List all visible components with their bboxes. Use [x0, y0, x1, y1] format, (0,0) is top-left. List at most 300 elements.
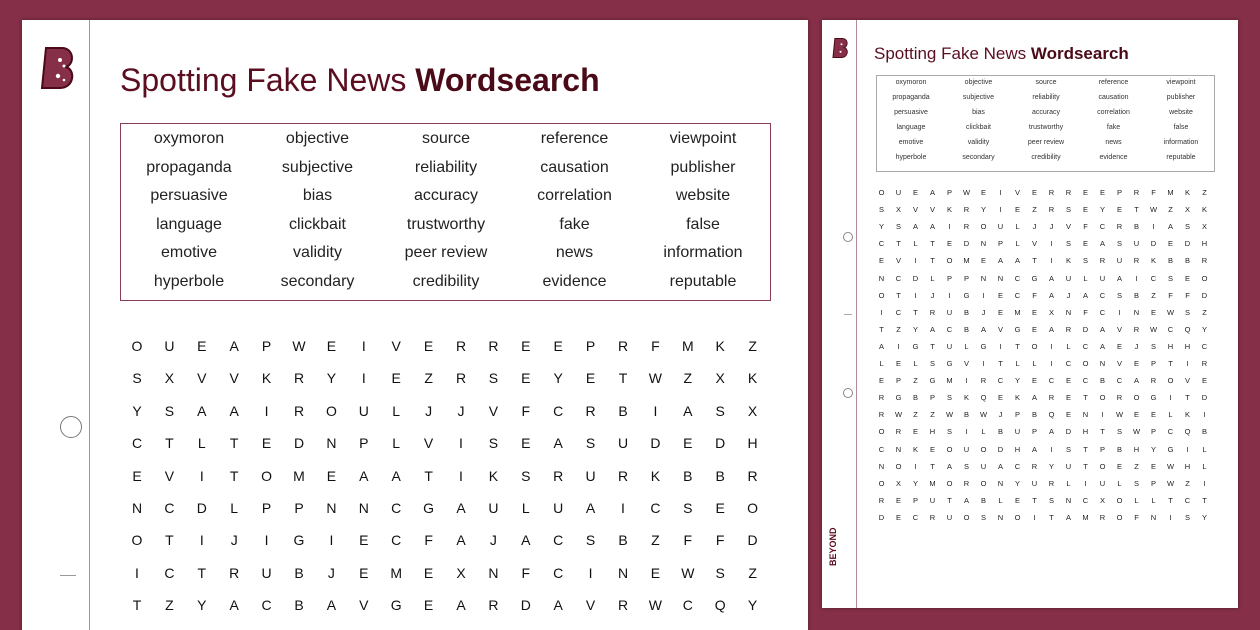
grid-letter: O	[1099, 393, 1106, 403]
word-list-item: causation	[540, 158, 609, 176]
grid-letter: C	[164, 500, 175, 516]
grid-letter: C	[164, 564, 175, 581]
grid-letter: M	[946, 376, 953, 386]
grid-letter: C	[997, 376, 1004, 386]
grid-letter: I	[1050, 341, 1053, 351]
grid-letter: L	[1134, 495, 1139, 505]
grid-letter: E	[1031, 307, 1037, 317]
grid-letter: A	[980, 324, 986, 334]
grid-letter: C	[1201, 341, 1208, 351]
grid-letter: V	[1031, 239, 1037, 249]
grid-letter: C	[553, 532, 564, 549]
grid-letter: E	[1150, 307, 1156, 317]
grid-letter: I	[264, 532, 269, 549]
grid-letter: W	[1166, 461, 1175, 471]
grid-letter: N	[878, 461, 885, 471]
grid-letter: N	[980, 239, 987, 249]
grid-letter: G	[293, 532, 305, 549]
grid-letter: I	[329, 532, 334, 549]
word-list	[120, 123, 771, 301]
grid-letter: W	[1149, 324, 1158, 334]
grid-letter: E	[895, 495, 901, 505]
word-list-item: source	[421, 130, 471, 147]
grid-letter: Z	[1185, 478, 1190, 488]
grid-letter: Z	[683, 370, 693, 387]
grid-letter: V	[391, 338, 401, 354]
grid-letter: H	[1201, 239, 1208, 249]
grid-letter: J	[998, 410, 1003, 420]
grid-letter: E	[912, 188, 918, 197]
grid-letter: O	[131, 338, 143, 354]
grid-letter: H	[929, 427, 936, 437]
grid-letter: T	[165, 532, 174, 549]
grid-letter: X	[747, 402, 758, 419]
grid-letter: U	[1116, 256, 1123, 266]
grid-letter: I	[361, 370, 366, 387]
grid-letter: Z	[1032, 205, 1037, 215]
grid-letter: U	[980, 461, 987, 471]
grid-letter: I	[1084, 478, 1087, 488]
grid-letter: A	[997, 256, 1003, 266]
grid-letter: L	[392, 402, 401, 419]
grid-letter: X	[895, 478, 901, 488]
grid-letter: W	[1132, 427, 1141, 437]
grid-letter: A	[1014, 256, 1020, 266]
grid-letter: E	[423, 597, 434, 614]
punch-hole-icon	[60, 416, 82, 438]
grid-letter: E	[946, 239, 952, 249]
grid-letter: I	[1203, 478, 1206, 488]
grid-letter: Y	[912, 324, 918, 334]
grid-letter: E	[912, 427, 918, 437]
grid-letter: T	[998, 359, 1003, 368]
grid-letter: Q	[1048, 410, 1055, 420]
word-list-item: correlation	[537, 187, 612, 205]
grid-letter: A	[1031, 393, 1037, 403]
grid-letter: M	[929, 478, 936, 488]
grid-letter: S	[1167, 273, 1173, 283]
grid-letter: U	[1031, 478, 1038, 488]
grid-letter: A	[1167, 222, 1173, 232]
grid-letter: R	[1048, 188, 1055, 197]
word-list-item: information	[663, 244, 743, 262]
grid-letter: E	[391, 370, 401, 387]
word-list-item: fake	[1106, 124, 1121, 131]
grid-letter: A	[1031, 444, 1037, 454]
grid-letter: R	[963, 222, 970, 232]
grid-letter: X	[1201, 222, 1207, 232]
grid-letter: M	[1082, 512, 1089, 522]
grid-letter: N	[358, 500, 369, 516]
grid-letter: A	[326, 597, 337, 614]
grid-letter: T	[197, 564, 207, 581]
grid-letter: O	[895, 461, 902, 471]
grid-letter: R	[553, 467, 564, 484]
grid-letter: C	[1082, 376, 1089, 386]
grid-letter: T	[1100, 427, 1105, 437]
grid-letter: E	[878, 256, 884, 266]
grid-letter: T	[132, 597, 142, 614]
grid-letter: C	[391, 500, 402, 516]
grid-letter: A	[929, 324, 935, 334]
grid-letter: T	[618, 370, 628, 387]
word-list-item: evidence	[1099, 154, 1128, 161]
grid-letter: C	[912, 512, 919, 522]
grid-letter: W	[681, 564, 695, 581]
grid-letter: Y	[1014, 376, 1020, 386]
grid-letter: R	[1031, 461, 1038, 471]
grid-letter: N	[1133, 307, 1140, 317]
word-list-item: viewpoint	[1166, 79, 1196, 86]
punch-hole-icon	[843, 388, 853, 398]
grid-letter: R	[617, 597, 629, 614]
grid-letter: K	[1184, 188, 1190, 197]
worksheet-page-large	[22, 20, 808, 630]
grid-letter: R	[488, 597, 499, 614]
grid-letter: I	[1186, 444, 1189, 454]
grid-letter: I	[199, 532, 204, 549]
grid-letter: B	[294, 564, 304, 581]
grid-letter: A	[456, 532, 466, 549]
grid-letter: T	[229, 435, 239, 452]
grid-letter: L	[998, 495, 1003, 505]
grid-letter: R	[1201, 256, 1208, 266]
grid-letter: L	[1032, 359, 1037, 368]
grid-letter: C	[1167, 324, 1174, 334]
grid-letter: E	[1082, 205, 1088, 215]
word-list-item: publisher	[670, 158, 736, 176]
grid-letter: W	[292, 338, 306, 354]
grid-letter: S	[1065, 444, 1071, 454]
grid-letter: H	[1014, 444, 1021, 454]
grid-letter: E	[1082, 239, 1088, 249]
grid-letter: A	[963, 495, 969, 505]
grid-letter: O	[1099, 461, 1106, 471]
grid-letter: E	[1082, 188, 1088, 197]
word-list-item: reputable	[1166, 154, 1196, 161]
grid-letter: B	[1201, 427, 1207, 437]
grid-letter: R	[1048, 205, 1055, 215]
grid-letter: I	[621, 500, 625, 516]
grid-letter: C	[553, 402, 564, 419]
grid-letter: I	[965, 376, 968, 386]
grid-letter: E	[1014, 205, 1020, 215]
grid-letter: T	[1083, 461, 1088, 471]
grid-letter: Y	[747, 597, 758, 614]
grid-letter: C	[895, 273, 902, 283]
word-list-item: false	[1173, 124, 1189, 131]
grid-letter: Z	[913, 376, 918, 386]
grid-letter: P	[294, 500, 304, 516]
grid-letter: A	[1048, 290, 1054, 300]
grid-letter: O	[980, 222, 987, 232]
grid-letter: C	[895, 307, 902, 317]
grid-letter: M	[293, 467, 305, 484]
grid-letter: R	[1065, 324, 1072, 334]
grid-letter: J	[1134, 341, 1139, 351]
grid-letter: E	[1031, 324, 1037, 334]
grid-letter: I	[880, 307, 883, 317]
grid-letter: E	[423, 338, 434, 354]
grid-letter: O	[946, 256, 953, 266]
grid-letter: L	[197, 435, 206, 452]
grid-letter: S	[585, 532, 596, 549]
grid-letter: U	[997, 222, 1004, 232]
grid-letter: C	[1048, 376, 1055, 386]
grid-letter: D	[912, 273, 919, 283]
grid-letter: S	[1048, 495, 1054, 505]
grid-letter: E	[521, 370, 531, 387]
grid-letter: Y	[1201, 324, 1207, 334]
grid-letter: B	[618, 402, 628, 419]
grid-letter: M	[390, 564, 403, 581]
grid-letter: O	[131, 532, 143, 549]
grid-letter: Q	[1184, 324, 1191, 334]
grid-letter: T	[229, 467, 239, 484]
grid-letter: T	[165, 435, 174, 452]
grid-letter: E	[1184, 273, 1190, 283]
grid-letter: K	[963, 393, 969, 403]
grid-letter: Q	[980, 393, 987, 403]
grid-letter: E	[521, 338, 531, 354]
grid-letter: J	[1049, 222, 1054, 232]
grid-letter: L	[981, 427, 986, 437]
grid-letter: S	[1116, 290, 1122, 300]
grid-letter: V	[423, 435, 434, 452]
grid-letter: F	[1083, 307, 1088, 317]
grid-letter: O	[1133, 393, 1140, 403]
margin-line	[89, 20, 90, 630]
grid-letter: E	[326, 467, 337, 484]
word-list-item: secondary	[962, 154, 995, 161]
word-list-item: news	[1105, 139, 1122, 146]
grid-letter: P	[1150, 427, 1156, 437]
grid-letter: E	[683, 435, 693, 452]
grid-letter: R	[963, 478, 970, 488]
grid-letter: F	[1168, 290, 1173, 300]
grid-letter: U	[1099, 478, 1106, 488]
grid-letter: B	[618, 532, 628, 549]
word-list-item: website	[1169, 109, 1193, 116]
grid-letter: C	[1150, 273, 1157, 283]
word-list-item: news	[555, 244, 594, 262]
grid-letter: E	[1031, 376, 1037, 386]
grid-letter: U	[1014, 427, 1021, 437]
grid-letter: X	[1099, 495, 1105, 505]
grid-letter: K	[912, 444, 918, 454]
grid-letter: A	[929, 188, 935, 197]
grid-letter: I	[1050, 359, 1053, 368]
grid-letter: D	[1082, 324, 1089, 334]
grid-letter: T	[930, 239, 935, 249]
grid-letter: I	[135, 564, 139, 581]
page-title: Spotting Fake News Wordsearch	[874, 44, 1129, 63]
grid-letter: C	[1014, 273, 1021, 283]
grid-letter: J	[327, 564, 335, 581]
grid-letter: M	[1014, 307, 1021, 317]
grid-letter: R	[1133, 188, 1140, 197]
grid-letter: S	[715, 402, 725, 419]
grid-letter: N	[878, 273, 885, 283]
grid-letter: W	[962, 188, 971, 197]
word-list-item: validity	[293, 244, 342, 262]
word-list-item: accuracy	[413, 187, 479, 205]
grid-letter: I	[1152, 222, 1155, 232]
grid-letter: E	[359, 532, 369, 549]
word-list-item: language	[896, 124, 926, 131]
grid-letter: Y	[878, 222, 884, 232]
grid-letter: I	[1050, 256, 1053, 266]
grid-letter: V	[929, 205, 935, 215]
grid-letter: I	[999, 188, 1002, 197]
grid-letter: S	[878, 205, 884, 215]
grid-letter: U	[617, 435, 629, 452]
grid-letter: V	[359, 597, 369, 614]
grid-letter: P	[1116, 188, 1122, 197]
grid-letter: V	[585, 597, 596, 614]
grid-letter: X	[456, 564, 466, 581]
grid-letter: A	[683, 402, 693, 419]
punch-hole-icon	[843, 232, 853, 242]
grid-letter: O	[980, 444, 987, 454]
grid-letter: O	[963, 512, 970, 522]
grid-letter: C	[878, 239, 885, 249]
grid-letter: V	[1184, 376, 1190, 386]
word-list-item: validity	[967, 139, 990, 146]
grid-letter: B	[963, 324, 969, 334]
grid-letter: I	[1101, 410, 1104, 420]
grid-letter: Z	[1168, 205, 1173, 215]
grid-letter: R	[1116, 393, 1123, 403]
grid-letter: I	[1169, 393, 1172, 403]
word-list-item: peer review	[404, 244, 488, 262]
grid-letter: E	[980, 188, 986, 197]
grid-letter: A	[1048, 427, 1054, 437]
grid-letter: S	[585, 435, 596, 452]
margin-line	[856, 20, 857, 608]
grid-letter: P	[1150, 478, 1156, 488]
grid-letter: I	[1169, 512, 1172, 522]
grid-letter: V	[229, 370, 239, 387]
word-list-item: oxymoron	[895, 79, 927, 86]
grid-letter: Z	[1134, 461, 1139, 471]
grid-letter: D	[1201, 290, 1208, 300]
grid-letter: L	[392, 435, 401, 452]
grid-letter: G	[980, 341, 987, 351]
word-list-item: credibility	[1031, 154, 1061, 161]
grid-letter: I	[588, 564, 593, 581]
word-list-item: peer review	[1027, 139, 1065, 146]
grid-letter: I	[999, 205, 1002, 215]
word-list-item: hyperbole	[153, 273, 225, 290]
grid-letter: J	[981, 307, 986, 317]
word-list-item: subjective	[962, 94, 995, 101]
grid-letter: F	[521, 402, 531, 419]
grid-letter: Y	[1048, 461, 1054, 471]
grid-letter: L	[1015, 359, 1020, 368]
grid-letter: R	[1201, 359, 1208, 368]
grid-letter: L	[1117, 478, 1122, 488]
grid-letter: T	[1049, 512, 1054, 522]
grid-letter: C	[131, 435, 143, 452]
grid-letter: R	[617, 338, 629, 354]
grid-letter: U	[553, 500, 564, 516]
grid-letter: K	[650, 467, 661, 484]
grid-letter: F	[424, 532, 433, 549]
grid-letter: C	[391, 532, 402, 549]
grid-letter: S	[946, 393, 952, 403]
grid-letter: C	[1014, 290, 1021, 300]
grid-letter: A	[585, 500, 596, 516]
grid-letter: Y	[980, 205, 986, 215]
grid-letter: G	[423, 500, 435, 516]
grid-letter: S	[1184, 512, 1190, 522]
grid-letter: O	[325, 402, 337, 419]
grid-letter: E	[1150, 410, 1156, 420]
word-list-item: source	[1035, 79, 1057, 86]
grid-letter: S	[164, 402, 175, 419]
grid-letter: I	[948, 222, 951, 232]
grid-letter: X	[164, 370, 175, 387]
grid-letter: J	[425, 402, 433, 419]
grid-letter: S	[488, 435, 499, 452]
grid-letter: Q	[1184, 427, 1191, 437]
grid-letter: H	[1167, 341, 1174, 351]
word-list-item: reference	[540, 130, 609, 147]
grid-letter: L	[1015, 222, 1020, 232]
grid-letter: Y	[1150, 444, 1156, 454]
grid-letter: D	[997, 444, 1004, 454]
grid-letter: D	[1065, 427, 1072, 437]
grid-letter: E	[1065, 393, 1071, 403]
grid-letter: D	[878, 512, 885, 522]
grid-letter: E	[553, 338, 563, 354]
word-list-item: reputable	[669, 273, 737, 290]
grid-letter: I	[653, 402, 658, 419]
grid-letter: W	[1166, 307, 1175, 317]
grid-letter: S	[1082, 256, 1088, 266]
grid-letter: E	[261, 435, 272, 452]
grid-letter: H	[1082, 427, 1089, 437]
grid-letter: D	[650, 435, 661, 452]
grid-letter: Y	[553, 370, 563, 387]
grid-letter: G	[963, 290, 970, 300]
word-list-item: fake	[559, 215, 590, 233]
grid-letter: R	[229, 564, 240, 581]
grid-letter: C	[946, 324, 953, 334]
grid-letter: W	[1149, 205, 1158, 215]
grid-letter: N	[131, 500, 143, 516]
grid-letter: C	[1099, 222, 1106, 232]
grid-letter: E	[521, 435, 531, 452]
word-list-item: information	[1163, 139, 1199, 146]
grid-letter: I	[948, 290, 951, 300]
grid-letter: W	[648, 597, 662, 614]
grid-letter: C	[261, 597, 272, 614]
grid-letter: O	[1082, 359, 1089, 368]
grid-letter: R	[488, 338, 499, 354]
grid-letter: B	[715, 467, 725, 484]
grid-letter: U	[946, 341, 953, 351]
word-list-item: bias	[302, 187, 333, 205]
grid-letter: U	[358, 402, 369, 419]
grid-letter: C	[682, 597, 693, 614]
grid-letter: I	[1050, 444, 1053, 454]
grid-letter: P	[1031, 427, 1037, 437]
grid-letter: L	[1083, 273, 1088, 283]
grid-letter: B	[683, 467, 693, 484]
grid-letter: X	[715, 370, 725, 387]
